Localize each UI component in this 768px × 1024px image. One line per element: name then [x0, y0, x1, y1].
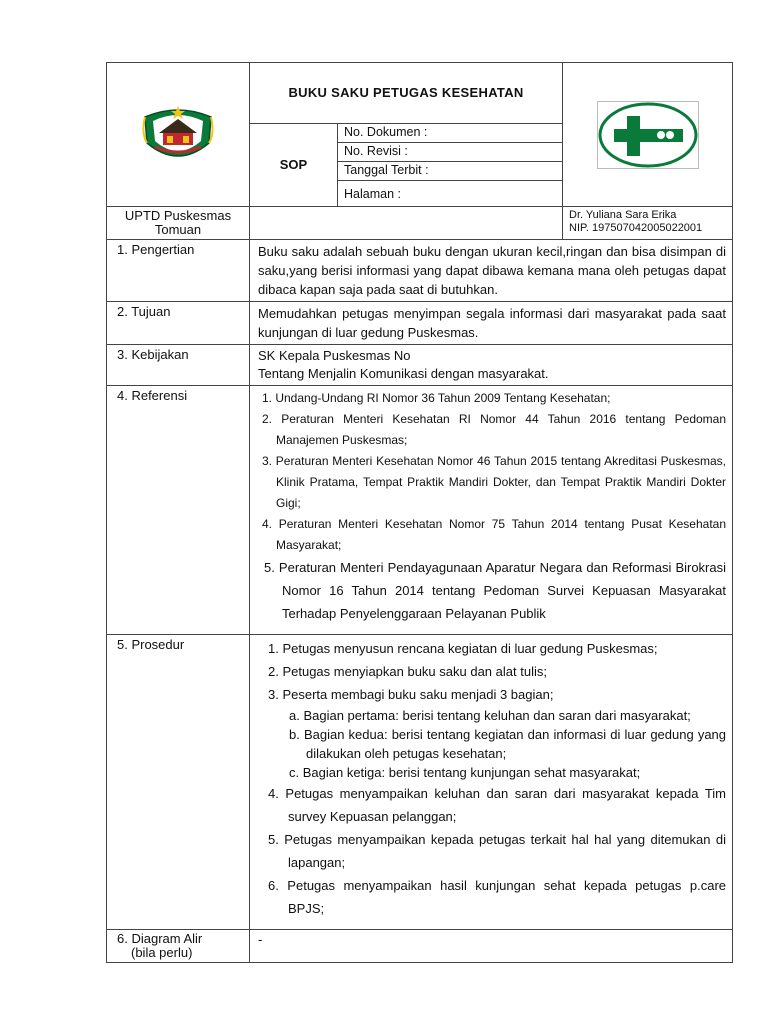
procedure-step: 1. Petugas menyusun rencana kegiatan di luar gedung Puskesmas;	[268, 641, 658, 656]
document-title: BUKU SAKU PETUGAS KESEHATAN	[250, 63, 563, 124]
procedure-substep: b. Bagian kedua: berisi tentang kegiatan dan informasi di luar gedung yang dilakukan oleh petugas kesehatan;	[289, 727, 727, 761]
sop-label: SOP	[250, 124, 338, 207]
reference-item: 5. Peraturan Menteri Pendayagunaan Aparatur Negara dan Reformasi Birokrasi Nomor 16 Tahun 2014 tentang Pedoman Survei Kepuasan Masyarakat Terhadap Penyelenggaraan Pelayanan Publik	[264, 560, 727, 621]
procedure-step: 4. Petugas menyampaikan keluhan dan saran dari masyarakat kepada Tim survey Kepuasan pelanggan;	[268, 786, 727, 824]
section-content-kebijakan	[250, 345, 733, 386]
reference-item: 3. Peraturan Menteri Kesehatan Nomor 46 Tahun 2015 tentang Akreditasi Puskesmas, Klinik Pratama, Tempat Praktik Mandiri Dokter, dan Tempat Praktik Mandiri Dokter Gigi;	[262, 454, 727, 510]
procedure-step: 6. Petugas menyampaikan hasil kunjungan sehat kepada petugas p.care BPJS;	[268, 878, 727, 916]
signatory	[563, 207, 733, 240]
procedure-step: 3. Peserta membagi buku saku menjadi 3 bagian;	[268, 687, 554, 702]
regional-logo-cell	[107, 63, 250, 207]
section-label-kebijakan: 3. Kebijakan	[107, 345, 250, 386]
sop-document	[106, 62, 732, 960]
procedure-substep: a. Bagian pertama: berisi tentang keluhan dan saran dari masyarakat;	[289, 708, 691, 723]
signatory-name: Dr. Yuliana Sara Erika	[569, 209, 677, 221]
diagram-label-line-1: 6. Diagram Alir	[117, 931, 203, 946]
revision-field: No. Revisi :	[338, 143, 562, 162]
procedure-step: 2. Petugas menyiapkan buku saku dan alat tulis;	[268, 664, 547, 679]
section-content-prosedur	[250, 635, 733, 930]
document-fields	[338, 124, 563, 207]
section-label-tujuan: 2. Tujuan	[107, 302, 250, 345]
section-content-referensi	[250, 386, 733, 635]
section-content-pengertian: Buku saku adalah sebuah buku dengan ukuran kecil,ringan dan bisa disimpan di saku,yang berisi informasi yang dapat dibawa kemana mana oleh petugas dapat dibaca kapan saja pada saat di butuhkan.	[250, 240, 733, 302]
kebijakan-line-2: Tentang Menjalin Komunikasi dengan masyarakat.	[258, 366, 549, 381]
signatory-nip: NIP. 197507042005022001	[569, 222, 703, 234]
regency-emblem-icon	[137, 103, 219, 167]
section-label-pengertian: 1. Pengertian	[107, 240, 250, 302]
section-content-tujuan: Memudahkan petugas menyimpan segala informasi dari masyarakat pada saat kunjungan di luar gedung Puskesmas.	[250, 302, 733, 345]
section-label-diagram	[107, 930, 250, 963]
reference-item: 1. Undang-Undang RI Nomor 36 Tahun 2009 Tentang Kesehatan;	[262, 391, 611, 405]
document-fields-table	[338, 124, 562, 206]
diagram-label-line-2: (bila perlu)	[131, 945, 193, 960]
doc-number-field: No. Dokumen :	[338, 124, 562, 143]
procedure-step: 5. Petugas menyampaikan kepada petugas terkait hal hal yang ditemukan di lapangan;	[268, 832, 727, 870]
section-label-prosedur: 5. Prosedur	[107, 635, 250, 930]
section-content-diagram: -	[250, 930, 733, 963]
procedure-substep: c. Bagian ketiga: berisi tentang kunjungan sehat masyarakat;	[289, 765, 641, 780]
organization-name: UPTD Puskesmas Tomuan	[107, 207, 250, 240]
page-field: Halaman :	[344, 187, 401, 202]
kebijakan-line-1: SK Kepala Puskesmas No	[258, 348, 411, 363]
issue-date-field: Tanggal Terbit :	[338, 162, 562, 181]
section-label-referensi: 4. Referensi	[107, 386, 250, 635]
blank-cell	[250, 207, 563, 240]
reference-item: 4. Peraturan Menteri Kesehatan Nomor 75 Tahun 2014 tentang Pusat Kesehatan Masyarakat;	[262, 517, 727, 552]
puskesmas-logo-cell	[563, 63, 733, 207]
puskesmas-logo-icon	[597, 101, 699, 169]
reference-item: 2. Peraturan Menteri Kesehatan RI Nomor 44 Tahun 2016 tentang Pedoman Manajemen Puskesmas;	[262, 412, 727, 447]
sop-table	[106, 62, 733, 963]
